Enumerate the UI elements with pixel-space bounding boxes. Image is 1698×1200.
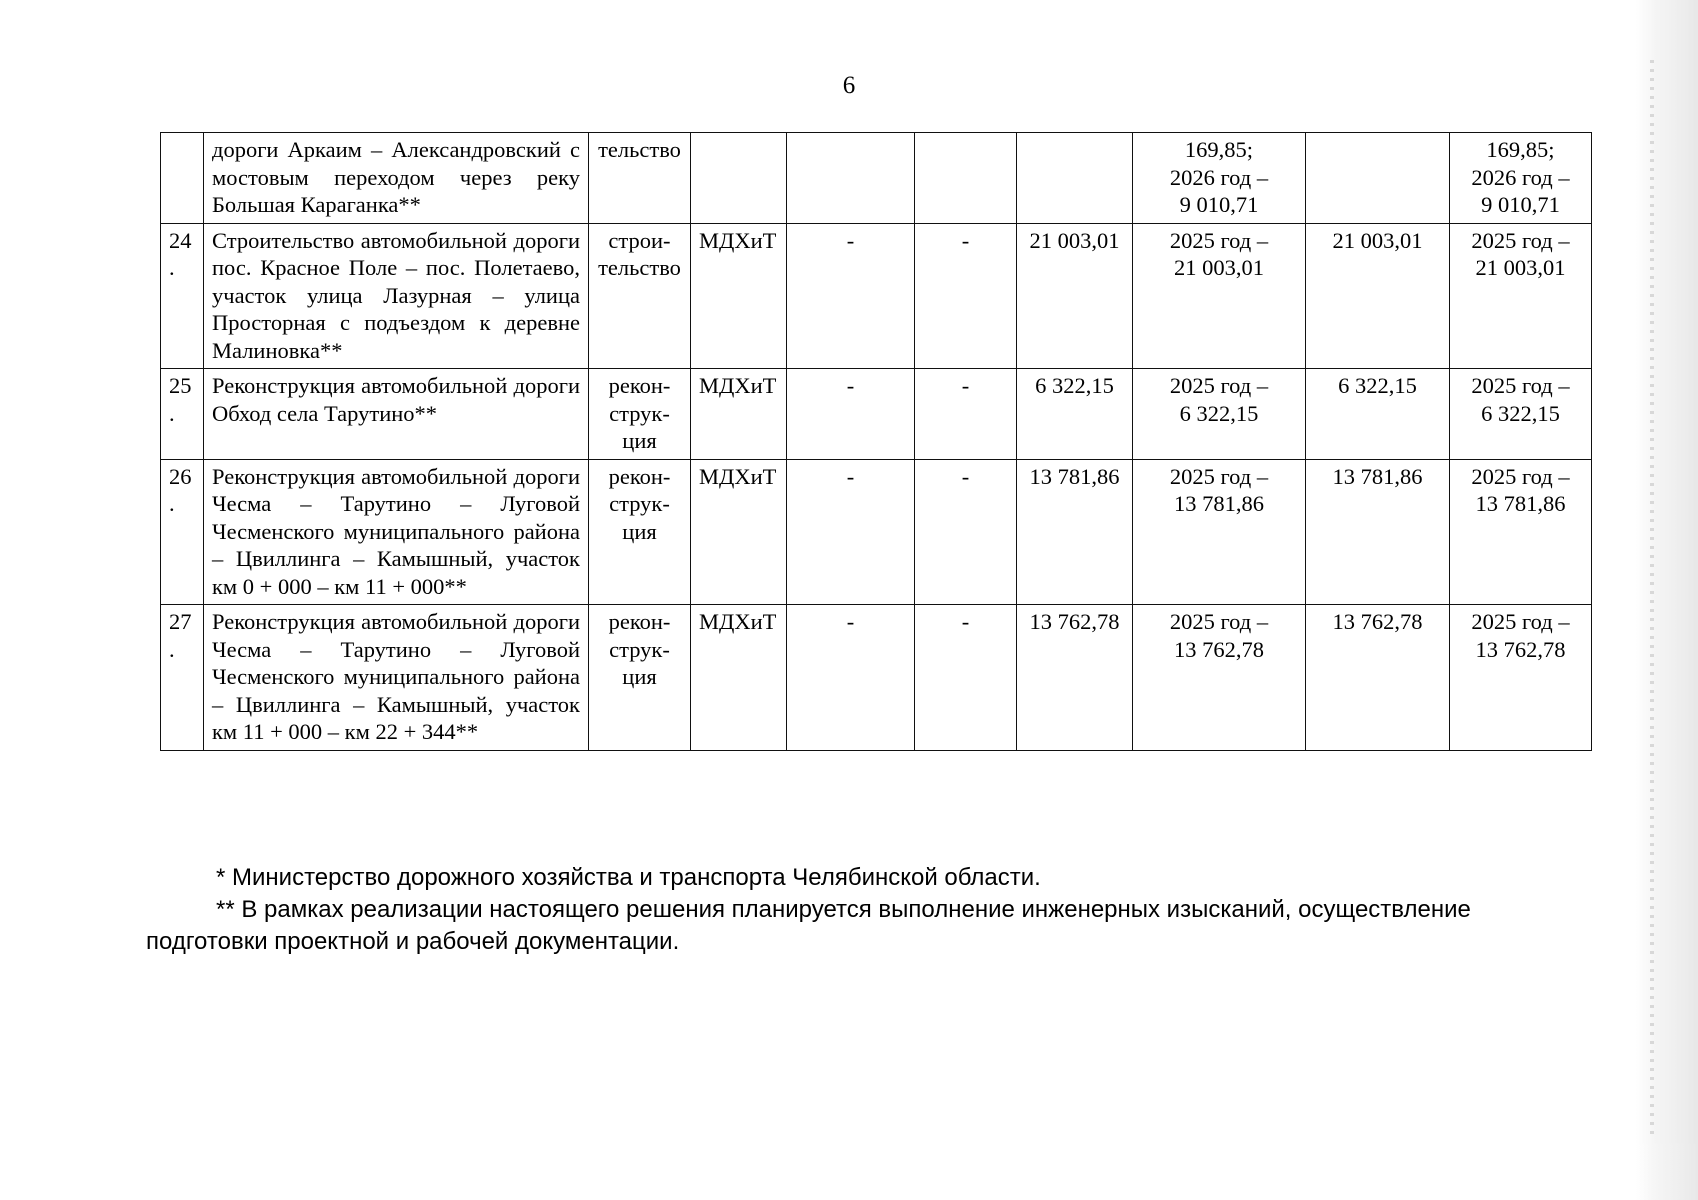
value-col6: - xyxy=(915,369,1017,460)
value-col6: - xyxy=(915,223,1017,369)
regional-amount: 6 322,15 xyxy=(1306,369,1450,460)
object-name: дороги Аркаим – Александровский с мостовым переходом через реку Большая Караганка** xyxy=(204,133,589,224)
table-row xyxy=(161,459,1592,605)
schedule-line: 13 781,86 xyxy=(1174,491,1264,516)
work-type-line: струк- xyxy=(609,636,670,662)
schedule-total xyxy=(1133,223,1306,369)
schedule-line: 13 762,78 xyxy=(1475,636,1566,662)
work-type-line: строи- xyxy=(608,227,671,253)
work-type-line: рекон- xyxy=(608,463,671,489)
schedule-line: 2025 год – xyxy=(1471,463,1570,489)
schedule-line: 2025 год – xyxy=(1169,609,1269,634)
table-row xyxy=(161,369,1592,460)
work-type-line: ция xyxy=(622,664,657,689)
customer: МДХиТ xyxy=(691,369,787,460)
table-row xyxy=(161,223,1592,369)
work-type xyxy=(589,605,691,751)
work-type-line: тельство xyxy=(598,255,681,280)
value-col5: - xyxy=(787,459,915,605)
regional-amount: 21 003,01 xyxy=(1306,223,1450,369)
schedule-total xyxy=(1133,133,1306,224)
row-number: 27. xyxy=(161,605,204,751)
total-amount: 6 322,15 xyxy=(1017,369,1133,460)
value-col6 xyxy=(915,133,1017,224)
customer: МДХиТ xyxy=(691,223,787,369)
schedule-line: 2026 год – xyxy=(1471,164,1570,190)
regional-amount: 13 781,86 xyxy=(1306,459,1450,605)
work-type xyxy=(589,223,691,369)
object-name: Строительство автомобильной дороги пос. Красное Поле – пос. Полетаево, участок улица Лазурная – улица Просторная с подъездом к деревне Малиновка** xyxy=(204,223,589,369)
work-type-line: ция xyxy=(622,428,657,453)
schedule-regional xyxy=(1450,369,1592,460)
regional-amount xyxy=(1306,133,1450,224)
value-col5: - xyxy=(787,223,915,369)
work-type xyxy=(589,369,691,460)
object-name: Реконструкция автомобильной дороги Чесма – Тарутино – Луговой Чесменского муниципального района – Цвиллинга – Камышный, участок км 11 + 000 – км 22 + 344** xyxy=(204,605,589,751)
footnote-ministry: * Министерство дорожного хозяйства и транспорта Челябинской области. xyxy=(216,864,1041,891)
work-type-line: рекон- xyxy=(608,609,671,634)
schedule-line: 2025 год – xyxy=(1169,227,1269,253)
schedule-line: 9 010,71 xyxy=(1481,192,1560,217)
work-type-line: ция xyxy=(622,518,657,544)
table-row xyxy=(161,605,1592,751)
schedule-regional xyxy=(1450,605,1592,751)
scan-edge-artifact xyxy=(1636,0,1698,1200)
table-row xyxy=(161,133,1592,224)
schedule-regional xyxy=(1450,133,1592,224)
page-number: 6 xyxy=(842,72,856,99)
row-number: 25. xyxy=(161,369,204,460)
customer xyxy=(691,133,787,224)
work-type-line: тельство xyxy=(598,137,681,162)
total-amount: 13 762,78 xyxy=(1017,605,1133,751)
schedule-line: 2026 год – xyxy=(1169,164,1269,190)
total-amount: 21 003,01 xyxy=(1017,223,1133,369)
footnotes xyxy=(146,862,1572,958)
work-type xyxy=(589,133,691,224)
schedule-line: 169,85; xyxy=(1184,137,1254,162)
value-col6: - xyxy=(915,459,1017,605)
total-amount xyxy=(1017,133,1133,224)
schedule-line: 13 762,78 xyxy=(1174,636,1264,662)
row-number xyxy=(161,133,204,224)
schedule-line: 169,85; xyxy=(1486,137,1555,162)
object-name: Реконструкция автомобильной дороги Обход села Тарутино** xyxy=(204,369,589,460)
schedule-regional xyxy=(1450,223,1592,369)
schedule-total xyxy=(1133,605,1306,751)
schedule-total xyxy=(1133,369,1306,460)
customer: МДХиТ xyxy=(691,459,787,605)
schedule-line: 13 781,86 xyxy=(1475,491,1566,516)
schedule-line: 2025 год – xyxy=(1471,227,1570,253)
schedule-line: 2025 год – xyxy=(1169,463,1269,489)
schedule-line: 9 010,71 xyxy=(1179,192,1259,217)
schedule-line: 21 003,01 xyxy=(1475,255,1566,280)
value-col6: - xyxy=(915,605,1017,751)
schedule-line: 6 322,15 xyxy=(1179,400,1259,426)
schedule-total xyxy=(1133,459,1306,605)
work-type xyxy=(589,459,691,605)
schedule-line: 2025 год – xyxy=(1471,609,1570,634)
footnote-surveys: ** В рамках реализации настоящего решения планируется выполнение инженерных изысканий, осуществление подготовки проектной и рабочей документации. xyxy=(146,896,1471,955)
value-col5: - xyxy=(787,369,915,460)
schedule-line: 2025 год – xyxy=(1471,373,1570,398)
schedule-line: 21 003,01 xyxy=(1174,255,1264,280)
object-name: Реконструкция автомобильной дороги Чесма – Тарутино – Луговой Чесменского муниципального района – Цвиллинга – Камышный, участок км 0 + 000 – км 11 + 000** xyxy=(204,459,589,605)
customer: МДХиТ xyxy=(691,605,787,751)
row-number: 26. xyxy=(161,459,204,605)
schedule-line: 6 322,15 xyxy=(1481,400,1560,426)
schedule-regional xyxy=(1450,459,1592,605)
work-type-line: рекон- xyxy=(608,373,671,398)
objects-table xyxy=(160,132,1592,751)
row-number: 24. xyxy=(161,223,204,369)
value-col5 xyxy=(787,133,915,224)
work-type-line: струк- xyxy=(609,491,670,516)
value-col5: - xyxy=(787,605,915,751)
work-type-line: струк- xyxy=(609,400,670,426)
total-amount: 13 781,86 xyxy=(1017,459,1133,605)
schedule-line: 2025 год – xyxy=(1169,373,1269,398)
regional-amount: 13 762,78 xyxy=(1306,605,1450,751)
